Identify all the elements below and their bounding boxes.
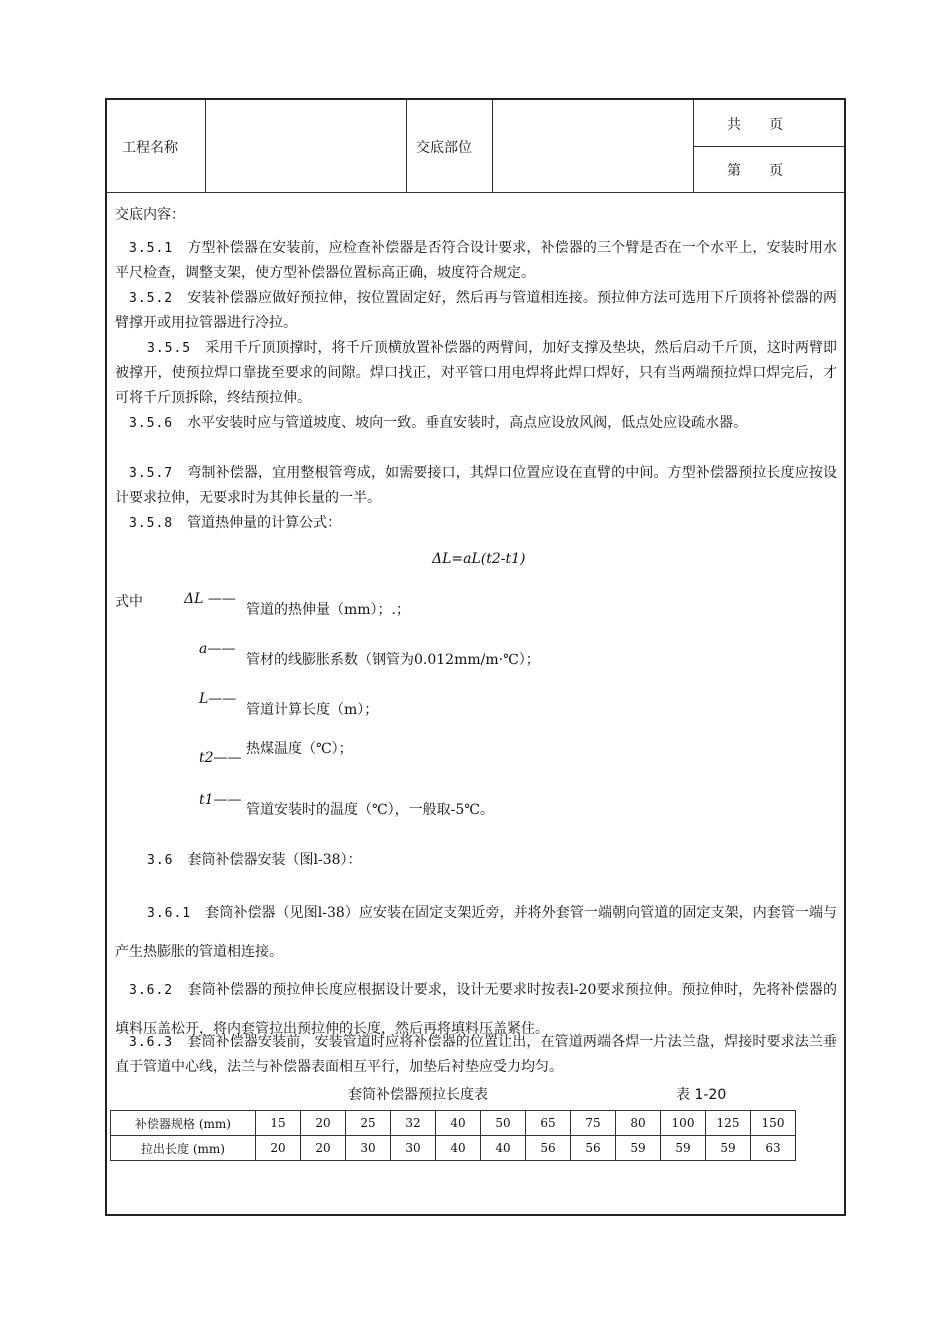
paragraph-3-6-1 bbox=[115, 894, 837, 971]
table-cell: 59 bbox=[616, 1136, 661, 1161]
table-row bbox=[111, 1136, 796, 1161]
paragraph-text: 水平安装时应与管道坡度、坡向一致。垂直安装时，高点应设放风阀，低点处应设疏水器。 bbox=[187, 415, 748, 431]
table-cell: 30 bbox=[346, 1136, 391, 1161]
table-title: 套筒补偿器预拉长度表 bbox=[348, 1087, 488, 1103]
section-number: 3.5.7 bbox=[129, 466, 174, 481]
paragraph-3-6-3 bbox=[115, 1030, 837, 1080]
var-description: 管道计算长度（m）； bbox=[246, 702, 379, 718]
table-row-label: 补偿器规格 (mm) bbox=[111, 1111, 256, 1136]
table-cell: 40 bbox=[436, 1136, 481, 1161]
section-number: 3.5.1 bbox=[129, 241, 174, 256]
section-number: 3.6.1 bbox=[147, 906, 192, 921]
paragraph-3-5-7 bbox=[115, 461, 837, 511]
where-label: 式中 bbox=[115, 594, 143, 610]
table-cell: 65 bbox=[526, 1111, 571, 1136]
table-row-label: 拉出长度 (mm) bbox=[111, 1136, 256, 1161]
paragraph-3-5-2 bbox=[115, 286, 837, 336]
table-cell: 40 bbox=[436, 1111, 481, 1136]
divider bbox=[693, 146, 844, 147]
section-number: 3.5.6 bbox=[129, 416, 174, 431]
var-symbol: a—— bbox=[199, 641, 236, 657]
table-cell: 50 bbox=[481, 1111, 526, 1136]
section-number: 3.5.2 bbox=[129, 291, 174, 306]
table-cell: 25 bbox=[346, 1111, 391, 1136]
section-number: 3.5.5 bbox=[147, 341, 192, 356]
paragraph-text: 管道热伸量的计算公式： bbox=[187, 515, 342, 531]
table-cell: 63 bbox=[751, 1136, 796, 1161]
intro-label: 交底内容： bbox=[115, 207, 185, 223]
table-cell: 20 bbox=[256, 1136, 301, 1161]
paragraph-3-6 bbox=[115, 848, 837, 873]
paragraph-text: 套筒补偿器（见图l-38）应安装在固定支架近旁，并将外套管一端朝向管道的固定支架，内套管一端与产生热膨胀的管道相连接。 bbox=[115, 905, 838, 960]
var-description: 管道的热伸量（mm）；.； bbox=[246, 602, 411, 618]
total-pages-label: 共 页 bbox=[727, 117, 783, 133]
table-cell: 80 bbox=[616, 1111, 661, 1136]
table-cell: 75 bbox=[571, 1111, 616, 1136]
var-symbol: L—— bbox=[199, 691, 237, 707]
paragraph-3-5-1 bbox=[115, 236, 837, 286]
table-cell: 15 bbox=[256, 1111, 301, 1136]
section-number: 3.6 bbox=[147, 853, 174, 868]
formula: ΔL=aL(t2-t1) bbox=[432, 551, 526, 567]
section-number: 3.5.8 bbox=[129, 516, 174, 531]
divider bbox=[492, 100, 493, 192]
table-cell: 30 bbox=[391, 1136, 436, 1161]
var-description: 管道安装时的温度（℃），一般取-5℃。 bbox=[246, 802, 494, 818]
page-number-label: 第 页 bbox=[727, 163, 783, 179]
section-number: 3.6.3 bbox=[129, 1035, 174, 1050]
var-symbol: t2—— bbox=[199, 750, 242, 766]
paragraph-text: 弯制补偿器，宜用整根管弯成，如需要接口，其焊口位置应设在直臂的中间。方型补偿器预拉长度应按设计要求拉伸，无要求时为其伸长量的一半。 bbox=[115, 465, 837, 506]
table-cell: 56 bbox=[526, 1136, 571, 1161]
divider bbox=[406, 100, 407, 192]
header-table bbox=[107, 100, 844, 193]
table-cell: 32 bbox=[391, 1111, 436, 1136]
table-cell: 40 bbox=[481, 1136, 526, 1161]
table-cell: 125 bbox=[706, 1111, 751, 1136]
paragraph-text: 套筒补偿器安装前，安装管道时应将补偿器的位置让出，在管道两端各焊一片法兰盘，焊接时要求法兰垂直于管道中心线，法兰与补偿器表面相互平行，加垫后衬垫应受力均匀。 bbox=[115, 1034, 837, 1075]
table-cell: 59 bbox=[661, 1136, 706, 1161]
table-cell: 56 bbox=[571, 1136, 616, 1161]
paragraph-text: 安装补偿器应做好预拉伸，按位置固定好，然后再与管道相连接。预拉伸方法可选用下斤顶将补偿器的两臂撑开或用拉管器进行冷拉。 bbox=[115, 290, 837, 331]
section-number: 3.6.2 bbox=[129, 983, 174, 998]
var-symbol: t1—— bbox=[199, 792, 242, 808]
project-name-label: 工程名称 bbox=[122, 140, 178, 156]
paragraph-text: 套筒补偿器的预拉伸长度应根据设计要求，设计无要求时按表l-20要求预拉伸。预拉伸时，先将补偿器的填料压盖松开，将内套管拉出预拉伸的长度，然后再将填料压盖紧住。 bbox=[115, 982, 837, 1037]
paragraph-3-5-5 bbox=[115, 336, 837, 411]
paragraph-3-5-6 bbox=[115, 411, 837, 436]
pre-stretch-table bbox=[110, 1110, 796, 1161]
var-description: 管材的线膨胀系数（钢管为0.012mm/m·℃）； bbox=[246, 652, 540, 668]
table-cell: 20 bbox=[301, 1136, 346, 1161]
table-cell: 100 bbox=[661, 1111, 706, 1136]
var-symbol: ΔL —— bbox=[184, 591, 236, 607]
paragraph-text: 套筒补偿器安装（图l-38）： bbox=[187, 852, 362, 868]
table-cell: 150 bbox=[751, 1111, 796, 1136]
table-row bbox=[111, 1111, 796, 1136]
paragraph-text: 采用千斤顶顶撑时，将千斤顶横放置补偿器的两臂间，加好支撑及垫块，然后启动千斤顶，这时两臂即被撑开，使预拉焊口靠拢至要求的间隙。焊口找正，对平管口用电焊将此焊口焊好，只有当两端预拉焊口焊完后，才可将千斤顶拆除，终结预拉伸。 bbox=[115, 340, 838, 406]
table-cell: 20 bbox=[301, 1111, 346, 1136]
paragraph-text: 方型补偿器在安装前，应检查补偿器是否符合设计要求，补偿器的三个臂是否在一个水平上，安装时用水平尺检查，调整支架，使方型补偿器位置标高正确，坡度符合规定。 bbox=[115, 240, 837, 281]
paragraph-3-5-8 bbox=[115, 511, 837, 536]
table-number: 表 1-20 bbox=[676, 1087, 727, 1103]
var-description: 热煤温度（℃）； bbox=[246, 741, 353, 757]
divider bbox=[205, 100, 206, 192]
location-label: 交底部位 bbox=[416, 140, 472, 156]
table-cell: 59 bbox=[706, 1136, 751, 1161]
